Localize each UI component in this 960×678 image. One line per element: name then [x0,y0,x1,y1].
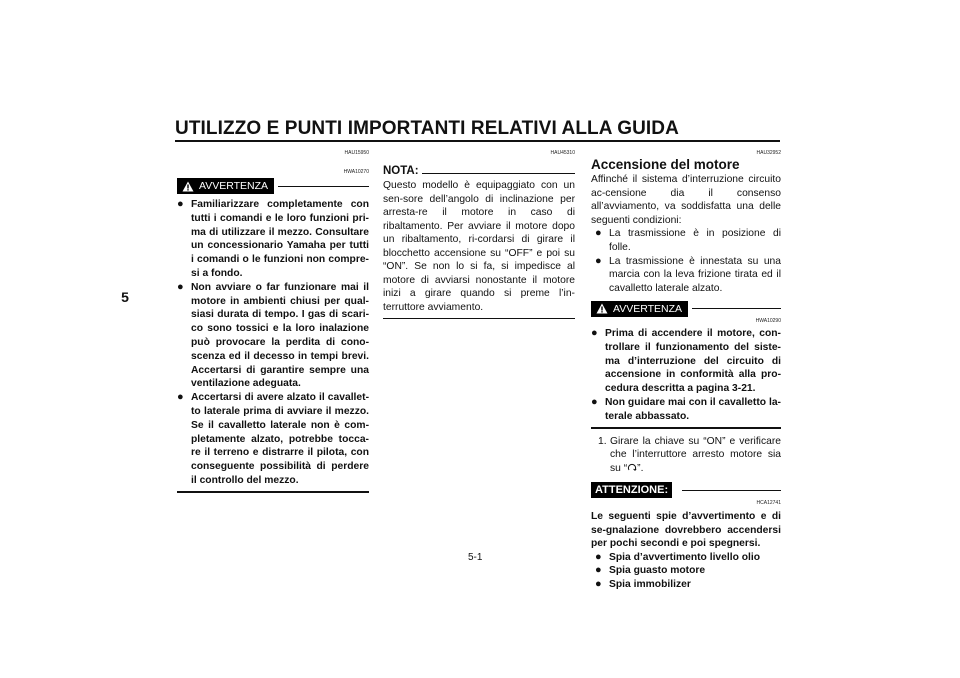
warning-triangle-icon [596,303,608,314]
page-number: 5-1 [468,552,483,563]
warning-code: HWA10290 [755,317,781,324]
warning-bullet: ● Familiarizzare completamente con tutti i comandi e le loro funzioni pri-ma di utilizzare il mezzo. Consultare un concessionario Yamaha per tutti i comandi o le funzioni non compre-si a fondo. [177,198,369,279]
warning-bullet: ● Prima di accendere il motore, con-trollare il funzionamento del siste-ma d’interruzione del circuito di accensione in conformità alla pro-cedura descritta a pagina 3-21. [591,326,781,395]
column-2 [383,150,575,319]
note-header [383,165,575,177]
warning-header [591,301,781,317]
column-3 [591,150,781,592]
note-rule [422,173,575,174]
warning-end-rule [591,427,781,429]
warning-label: AVVERTENZA [199,180,269,192]
bullet-dot-icon: ● [591,395,598,408]
attention-item: ● Spia guasto motore [595,564,706,577]
page-title: UTILIZZO E PUNTI IMPORTANTI RELATIVI ALLA GUIDA [175,118,679,139]
bullet-dot-icon: ● [177,280,184,293]
bullet-dot-icon: ● [595,578,602,591]
attention-rule [682,490,781,491]
warning-rule [692,308,781,309]
warning-bullet: ● Non avviare o far funzionare mai il motore in ambienti chiusi per qual-siasi durata di tempo. I gas di scari-co sono tossici e la loro inalazione può provocare la perdita di cono-scenza ed il decesso in tempi brevi. Accertarsi di garantire sempre una ventilazione adeguata. [177,280,369,390]
chapter-tab: 5 [121,289,129,305]
condition-item: ● La trasmissione è in posizione di folle. [595,227,781,253]
warning-label: AVVERTENZA [613,302,683,315]
bullet-dot-icon: ● [595,227,602,239]
section-code: HAU15950 [344,150,369,156]
bullet-dot-icon: ● [177,391,184,404]
attention-header [591,482,781,498]
step-text-end: ”. [637,462,644,474]
bullet-dot-icon: ● [177,198,184,210]
condition-item: ● La trasmissione è innestata su una marcia con la leva frizione tirata ed il cavalletto laterale alzato. [595,254,781,295]
section-code: HAU32952 [756,150,781,156]
warning-badge [591,301,688,317]
section-code: HAU45310 [550,150,575,156]
engine-run-symbol-icon [627,462,637,472]
attention-badge: ATTENZIONE: [591,482,672,498]
warning-rule [278,186,369,187]
intro-text: Affinché il sistema d’interruzione circuito ac-censione dia il consenso all’avviamento, va soddisfatta una delle seguenti condizioni: [591,174,781,226]
bullet-dot-icon: ● [591,326,598,339]
warning-bullet: ● Non guidare mai con il cavalletto la-terale abbassato. [591,395,781,422]
column-1 [177,150,369,493]
section-title: Accensione del motore [591,157,740,172]
bullet-dot-icon: ● [595,550,602,563]
attention-code: HCA12741 [756,500,781,507]
warning-code: HWA10270 [343,169,369,175]
step-number: 1. [598,435,607,447]
warning-end-rule [177,491,369,493]
title-rule [175,140,780,142]
bullet-dot-icon: ● [595,254,602,267]
note-end-rule [383,318,575,319]
attention-text: Le seguenti spie d’avvertimento e di se-gnalazione dovrebbero accendersi per pochi secondi e poi spegnersi. [591,511,781,550]
attention-item: ● Spia d’avvertimento livello olio [595,550,761,563]
bullet-dot-icon: ● [595,564,602,577]
procedure-step [591,435,781,476]
warning-header [177,178,369,194]
attention-item: ● Spia immobilizer [595,578,691,591]
warning-triangle-icon [182,181,194,192]
step-text: Girare la chiave su “ON” e verificare che l’interruttore arresto motore sia su “ [610,435,781,474]
warning-bullet: ● Accertarsi di avere alzato il cavallet-to laterale prima di avviare il mezzo. Se il cavalletto laterale non è com-pletamente alzato, potrebbe tocca-re il terreno e distrarre il pilota, con conseguente possibilità di perdere il controllo del mezzo. [177,391,369,486]
note-label: NOTA: [383,165,419,177]
warning-badge [177,178,274,194]
note-text: Questo modello è equipaggiato con un sen-sore dell’angolo di inclinazione per arresta-re il motore in caso di ribaltamento. Per avviare il motore dopo un ribaltamento, ri-cordarsi di girare il blocchetto accensione su “OFF” e poi su “ON”. Se non lo si fa, si impedisce al motore di avviarsi nonostante il motore inizi a girare quando si preme l’in-terruttore avviamento. [383,180,575,313]
